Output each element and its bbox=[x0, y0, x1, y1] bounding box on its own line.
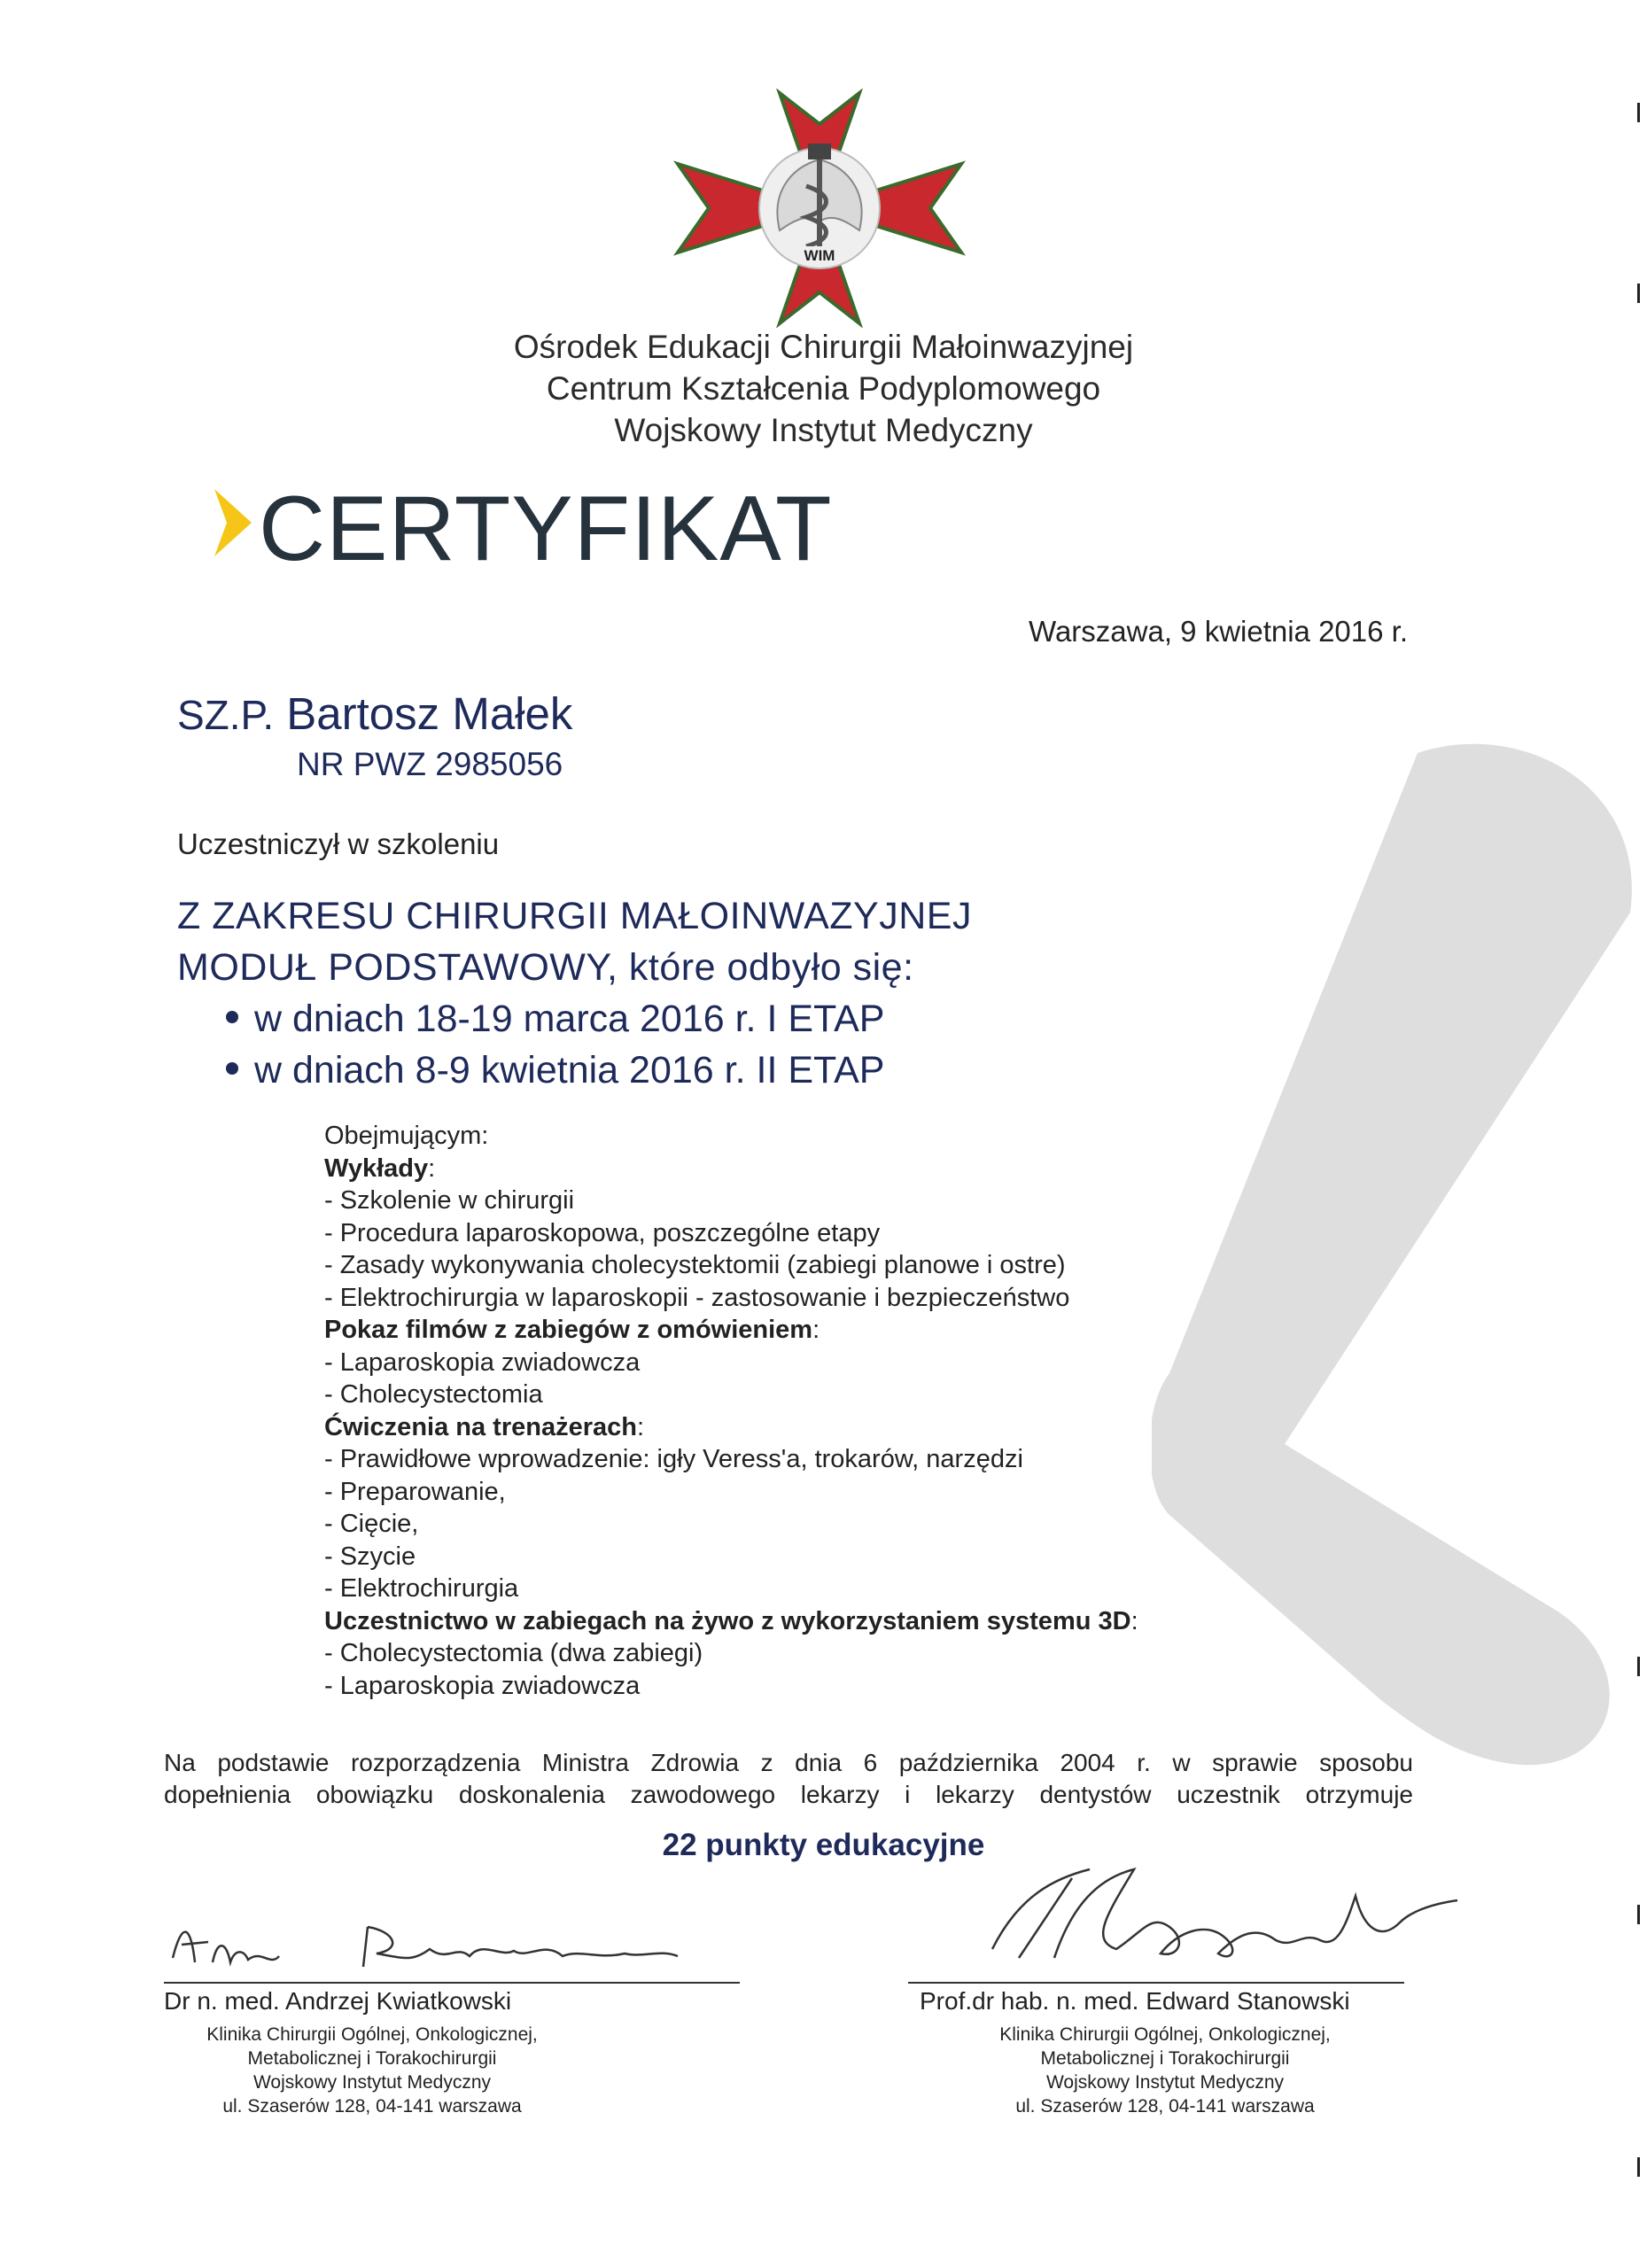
program-item: - Szycie bbox=[324, 1542, 416, 1571]
scan-mark bbox=[1637, 1905, 1640, 1924]
participation-text: Uczestniczył w szkoleniu bbox=[177, 827, 500, 860]
recipient bbox=[177, 687, 572, 740]
education-points: 22 punkty edukacyjne bbox=[662, 1828, 985, 1862]
program-list bbox=[324, 1120, 1138, 1702]
program-item: - Cięcie, bbox=[324, 1510, 419, 1538]
program-item: - Laparoskopia zwiadowcza bbox=[324, 1671, 641, 1700]
signature-kwiatkowski bbox=[164, 1914, 731, 1976]
stage-text: w dniach 8-9 kwietnia 2016 r. II ETAP bbox=[254, 1049, 885, 1091]
chevron-right-icon bbox=[211, 478, 255, 567]
signatory-name: Dr n. med. Andrzej Kwiatkowski bbox=[164, 1987, 512, 2015]
program-section-heading: Wykłady: bbox=[324, 1153, 436, 1183]
recipient-prefix: SZ.P. bbox=[177, 692, 275, 738]
signatory-affiliation: Klinika Chirurgii Ogólnej, Onkologicznej, Metabolicznej i Torakochirurgii Wojskowy Instytut Medyczny ul. Szaserów 128, 04-141 warszawa bbox=[206, 2024, 538, 2117]
scan-mark bbox=[1637, 1657, 1640, 1676]
stage-item bbox=[226, 1049, 884, 1092]
stage-text: w dniach 18-19 marca 2016 r. I ETAP bbox=[254, 998, 885, 1040]
bullet-icon bbox=[226, 1011, 238, 1023]
course-title: Z ZAKRESU CHIRURGII MAŁOINWAZYJNEJ bbox=[177, 895, 972, 937]
signature-stanowski bbox=[966, 1843, 1462, 1984]
program-item: - Elektrochirurgia w laparoskopii - zastosowanie i bezpieczeństwo bbox=[324, 1283, 1070, 1312]
scan-mark bbox=[1637, 103, 1640, 122]
wim-emblem-logo bbox=[673, 89, 966, 328]
bullet-icon bbox=[226, 1062, 238, 1075]
program-item: - Cholecystectomia bbox=[324, 1380, 543, 1409]
signature-line bbox=[908, 1982, 1404, 1984]
institution-line: Centrum Kształcenia Podyplomowego bbox=[546, 370, 1101, 407]
program-item: - Preparowanie, bbox=[324, 1477, 506, 1506]
program-item: - Szkolenie w chirurgii bbox=[324, 1186, 575, 1215]
issue-date: Warszawa, 9 kwietnia 2016 r. bbox=[1029, 615, 1408, 648]
program-section-heading: Uczestnictwo w zabiegach na żywo z wykorzystaniem systemu 3D: bbox=[324, 1606, 1138, 1635]
institution-header bbox=[0, 326, 1647, 451]
program-item: - Zasady wykonywania cholecystektomii (zabiegi planowe i ostre) bbox=[324, 1251, 1066, 1279]
stage-item bbox=[226, 998, 884, 1041]
legal-basis-line: dopełnienia obowiązku doskonalenia zawodowego lekarzy i lekarzy dentystów uczestnik otrzymuje bbox=[164, 1781, 1413, 1808]
institution-line: Wojskowy Instytut Medyczny bbox=[614, 412, 1033, 448]
program-item: - Cholecystectomia (dwa zabiegi) bbox=[324, 1639, 703, 1667]
emblem-label: WIM bbox=[804, 247, 835, 264]
program-item: - Prawidłowe wprowadzenie: igły Veress'a, trokarów, narzędzi bbox=[324, 1445, 1023, 1473]
legal-basis-line: Na podstawie rozporządzenia Ministra Zdrowia z dnia 6 października 2004 r. w sprawie sposobu bbox=[164, 1749, 1413, 1776]
scan-mark bbox=[1637, 2157, 1640, 2177]
program-item: - Elektrochirurgia bbox=[324, 1574, 519, 1603]
recipient-name: Bartosz Małek bbox=[286, 688, 573, 739]
program-item: - Laparoskopia zwiadowcza bbox=[324, 1348, 641, 1377]
signature-line bbox=[164, 1982, 740, 1984]
program-section-heading: Ćwiczenia na trenażerach: bbox=[324, 1412, 645, 1441]
program-item: - Procedura laparoskopowa, poszczególne etapy bbox=[324, 1218, 881, 1247]
institution-line: Ośrodek Edukacji Chirurgii Małoinwazyjnej bbox=[513, 329, 1134, 365]
program-intro: Obejmującym: bbox=[324, 1122, 489, 1150]
signatory-affiliation: Klinika Chirurgii Ogólnej, Onkologicznej, Metabolicznej i Torakochirurgii Wojskowy Instytut Medyczny ul. Szaserów 128, 04-141 warszawa bbox=[999, 2024, 1331, 2117]
recipient-pwz: NR PWZ 2985056 bbox=[297, 746, 563, 782]
watermark-arrow bbox=[1152, 735, 1647, 1781]
certificate-title: CERTYFIKAT bbox=[259, 478, 833, 580]
course-module: MODUŁ PODSTAWOWY, które odbyło się: bbox=[177, 946, 914, 989]
scan-mark bbox=[1637, 284, 1640, 303]
program-section-heading: Pokaz filmów z zabiegów z omówieniem: bbox=[324, 1316, 820, 1344]
signatory-name: Prof.dr hab. n. med. Edward Stanowski bbox=[920, 1987, 1350, 2015]
